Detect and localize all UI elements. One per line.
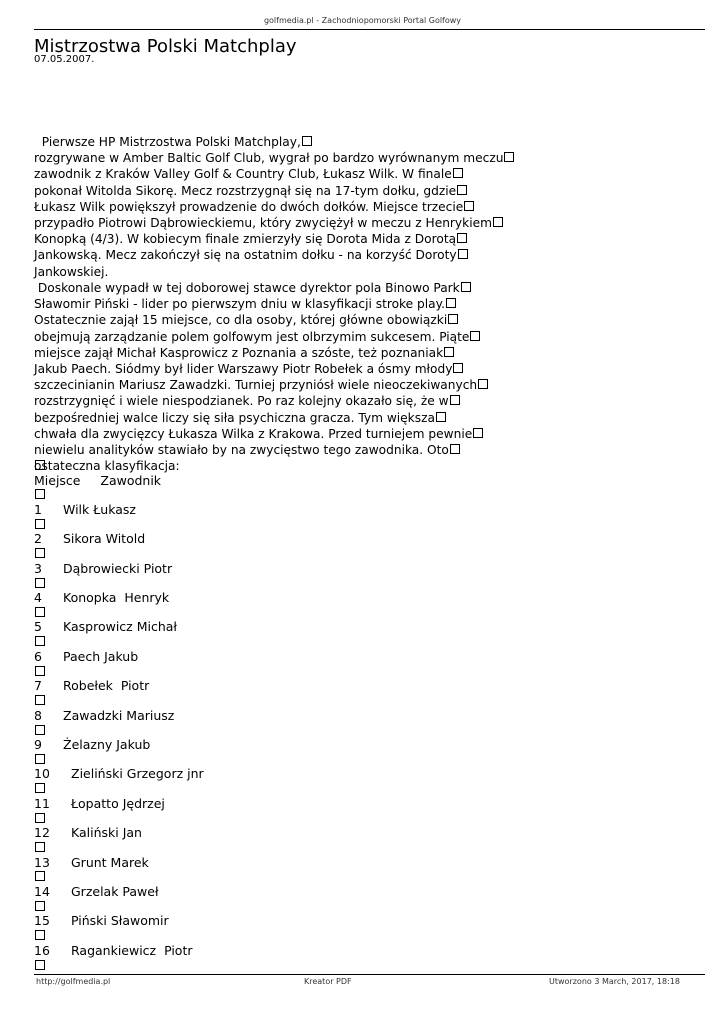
footer-created: Utworzono 3 March, 2017, 18:18: [549, 977, 680, 986]
result-player: Piński Sławomir: [71, 913, 169, 929]
site-header: golfmedia.pl - Zachodniopomorski Portal Golfowy: [263, 16, 462, 25]
missing-glyph-box: [457, 185, 467, 195]
missing-glyph-box: [35, 666, 45, 676]
results-row: [34, 619, 694, 634]
article-title: Mistrzostwa Polski Matchplay: [34, 36, 297, 57]
result-place: 15: [34, 913, 50, 929]
results-row: [34, 590, 694, 605]
results-header-row: [34, 473, 694, 488]
results-row: [34, 943, 694, 958]
paragraph-2-line: bezpośredniej walce liczy się siła psychiczna gracza. Tym większa: [34, 410, 694, 426]
paragraph-1: [34, 134, 694, 280]
result-player: Grzelak Paweł: [71, 883, 159, 899]
footer-divider: [34, 974, 705, 975]
result-place: 10: [34, 766, 50, 782]
missing-glyph-box: [35, 489, 45, 499]
missing-glyph-box: [453, 363, 463, 373]
paragraph-2-line: rozstrzygnięć i wiele niespodzianek. Po raz kolejny okazało się, że w: [34, 393, 694, 409]
missing-glyph-box: [448, 314, 458, 324]
results-row: [34, 766, 694, 781]
result-player: Grunt Marek: [71, 854, 149, 870]
result-player: Ragankiewicz Piotr: [71, 942, 193, 958]
paragraph-2: [34, 280, 694, 474]
paragraph-1-line: Jankowskiej.: [34, 264, 109, 279]
missing-glyph-box: [302, 136, 312, 146]
paragraph-1-line: pokonał Witolda Sikorę. Mecz rozstrzygnął się na 17-tym dołku, gdzie: [34, 183, 694, 199]
paragraph-1-line: zawodnik z Kraków Valley Golf & Country Club, Łukasz Wilk. W finale: [34, 166, 694, 182]
missing-glyph-box: [436, 412, 446, 422]
paragraph-2-line: miejsce zajął Michał Kasprowicz z Poznania a szóste, też poznaniak: [34, 345, 694, 361]
result-player: Łopatto Jędrzej: [71, 795, 165, 811]
place-column-header: Miejsce: [34, 472, 81, 488]
missing-glyph-box: [35, 930, 45, 940]
paragraph-2-line: chwała dla zwycięzcy Łukasza Wilka z Krakowa. Przed turniejem pewnie: [34, 426, 694, 442]
missing-glyph-box: [453, 168, 463, 178]
paragraph-1-line: Łukasz Wilk powiększył prowadzenie do dwóch dołków. Miejsce trzecie: [34, 199, 694, 215]
paragraph-2-line: szczecinianin Mariusz Zawadzki. Turniej przyniósł wiele nieoczekiwanych: [34, 377, 694, 393]
result-place: 6: [34, 648, 42, 664]
missing-glyph-box: [444, 347, 454, 357]
result-player: Zawadzki Mariusz: [63, 707, 175, 723]
paragraph-2-line: niewielu analityków stawiało by na zwycięstwo tego zawodnika. Oto: [34, 442, 694, 458]
missing-glyph-box: [461, 282, 471, 292]
results-row: [34, 884, 694, 899]
results-row: [34, 913, 694, 928]
missing-glyph-box: [35, 578, 45, 588]
missing-glyph-box: [35, 960, 45, 970]
result-player: Dąbrowiecki Piotr: [63, 560, 173, 576]
paragraph-2-line: ostateczna klasyfikacja:: [34, 459, 180, 474]
missing-glyph-box: [35, 783, 45, 793]
result-place: 14: [34, 883, 50, 899]
result-place: 9: [34, 737, 42, 753]
missing-glyph-box: [35, 548, 45, 558]
missing-glyph-box: [450, 395, 460, 405]
results-row: [34, 502, 694, 517]
player-column-header: Zawodnik: [100, 472, 162, 488]
missing-glyph-box: [35, 636, 45, 646]
missing-glyph-box: [450, 444, 460, 454]
result-player: Sikora Witold: [63, 531, 146, 547]
paragraph-2-line: Jakub Paech. Siódmy był lider Warszawy Piotr Robełek a ósmy młody: [34, 361, 694, 377]
missing-glyph-box: [35, 695, 45, 705]
header-divider: [34, 29, 705, 30]
results-row: [34, 649, 694, 664]
missing-glyph-box: [35, 901, 45, 911]
article-date: 07.05.2007.: [34, 54, 95, 65]
result-player: Kasprowicz Michał: [63, 619, 177, 635]
missing-glyph-box: [493, 217, 503, 227]
result-place: 3: [34, 560, 42, 576]
result-place: 11: [34, 795, 50, 811]
results-row: [34, 561, 694, 576]
footer-url[interactable]: http://golfmedia.pl: [36, 977, 111, 986]
result-place: 4: [34, 590, 42, 606]
missing-glyph-box: [35, 754, 45, 764]
paragraph-2-line: obejmują zarządzanie polem golfowym jest olbrzymim sukcesem. Piąte: [34, 329, 694, 345]
missing-glyph-box: [473, 428, 483, 438]
result-player: Żelazny Jakub: [63, 737, 151, 753]
results-row: [34, 737, 694, 752]
missing-glyph-box: [458, 249, 468, 259]
result-player: Zieliński Grzegorz jnr: [71, 766, 204, 782]
result-place: 8: [34, 707, 42, 723]
missing-glyph-box: [478, 379, 488, 389]
missing-glyph-box: [470, 331, 480, 341]
missing-glyph-box: [457, 233, 467, 243]
paragraph-2-line: Sławomir Piński - lider po pierwszym dniu w klasyfikacji stroke play.: [34, 296, 694, 312]
missing-glyph-box: [35, 519, 45, 529]
result-player: Kaliński Jan: [71, 825, 142, 841]
paragraph-2-line: Doskonale wypadł w tej doborowej stawce dyrektor pola Binowo Park: [34, 280, 694, 296]
result-place: 13: [34, 854, 50, 870]
results-row: [34, 825, 694, 840]
missing-glyph-box: [464, 201, 474, 211]
result-player: Paech Jakub: [63, 648, 139, 664]
paragraph-1-line: Konopką (4/3). W kobiecym finale zmierzyły się Dorota Mida z Dorotą: [34, 231, 694, 247]
results-table: [34, 458, 694, 972]
results-row: [34, 708, 694, 723]
result-place: 16: [34, 942, 50, 958]
missing-glyph-box: [35, 871, 45, 881]
result-place: 2: [34, 531, 42, 547]
missing-glyph-box: [35, 607, 45, 617]
result-place: 12: [34, 825, 50, 841]
result-player: Robełek Piotr: [63, 678, 150, 694]
paragraph-1-line: przypadło Piotrowi Dąbrowieckiemu, który zwyciężył w meczu z Henrykiem: [34, 215, 694, 231]
paragraph-1-line: rozgrywane w Amber Baltic Golf Club, wygrał po bardzo wyrównanym meczu: [34, 150, 694, 166]
missing-glyph-box: [35, 725, 45, 735]
result-place: 7: [34, 678, 42, 694]
results-row: [34, 855, 694, 870]
results-row: [34, 796, 694, 811]
missing-glyph-box: [35, 813, 45, 823]
result-place: 1: [34, 501, 42, 517]
results-row: [34, 678, 694, 693]
result-player: Konopka Henryk: [63, 590, 170, 606]
result-player: Wilk Łukasz: [63, 501, 136, 517]
missing-glyph-box: [446, 298, 456, 308]
paragraph-1-line: Jankowską. Mecz zakończył się na ostatnim dołku - na korzyść Doroty: [34, 247, 694, 263]
missing-glyph-box: [35, 842, 45, 852]
footer-generator: Kreator PDF: [304, 977, 352, 986]
results-row: [34, 531, 694, 546]
result-place: 5: [34, 619, 42, 635]
paragraph-1-line: Pierwsze HP Mistrzostwa Polski Matchplay,: [34, 134, 694, 150]
missing-glyph-box: [504, 152, 514, 162]
missing-glyph-box: [35, 460, 45, 470]
paragraph-2-line: Ostatecznie zajął 15 miejsce, co dla osoby, której główne obowiązki: [34, 312, 694, 328]
